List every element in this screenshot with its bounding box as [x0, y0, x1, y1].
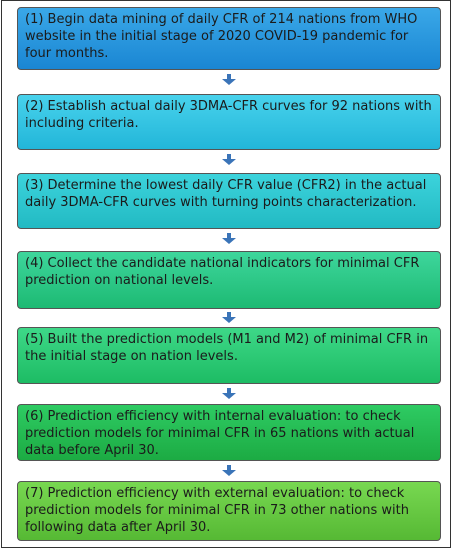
arrow-down-icon	[221, 154, 237, 165]
step-4-text: (4) Collect the candidate national indicators for minimal CFR prediction on national levels.	[25, 256, 420, 288]
step-7-text: (7) Prediction efficiency with external evaluation: to check prediction models for minimal CFR in 73 other nations with following data after April 30.	[25, 486, 409, 535]
flowchart-frame	[1, 0, 451, 548]
step-5-text: (5) Built the prediction models (M1 and M2) of minimal CFR in the initial stage on nation levels.	[25, 332, 429, 364]
step-6-box	[17, 404, 441, 461]
step-4-box	[17, 251, 441, 309]
step-2-box	[17, 94, 441, 150]
arrow-down-icon	[221, 312, 237, 323]
arrow-down-icon	[221, 388, 237, 399]
arrow-down-icon	[221, 74, 237, 85]
step-3-box	[17, 173, 441, 229]
arrow-down-icon	[221, 465, 237, 476]
step-7-box	[17, 481, 441, 541]
step-2-text: (2) Establish actual daily 3DMA-CFR curves for 92 nations with including criteria.	[25, 99, 432, 131]
arrow-down-icon	[221, 233, 237, 244]
step-6-text: (6) Prediction efficiency with internal evaluation: to check prediction models for minimal CFR in 65 nations with actual data before April 30.	[25, 409, 415, 458]
step-3-text: (3) Determine the lowest daily CFR value (CFR2) in the actual daily 3DMA-CFR curves with turning points characterization.	[25, 178, 427, 210]
step-1-text: (1) Begin data mining of daily CFR of 214 nations from WHO website in the initial stage of 2020 COVID-19 pandemic for four months.	[25, 12, 418, 61]
step-1-box	[17, 7, 441, 70]
step-5-box	[17, 327, 441, 384]
